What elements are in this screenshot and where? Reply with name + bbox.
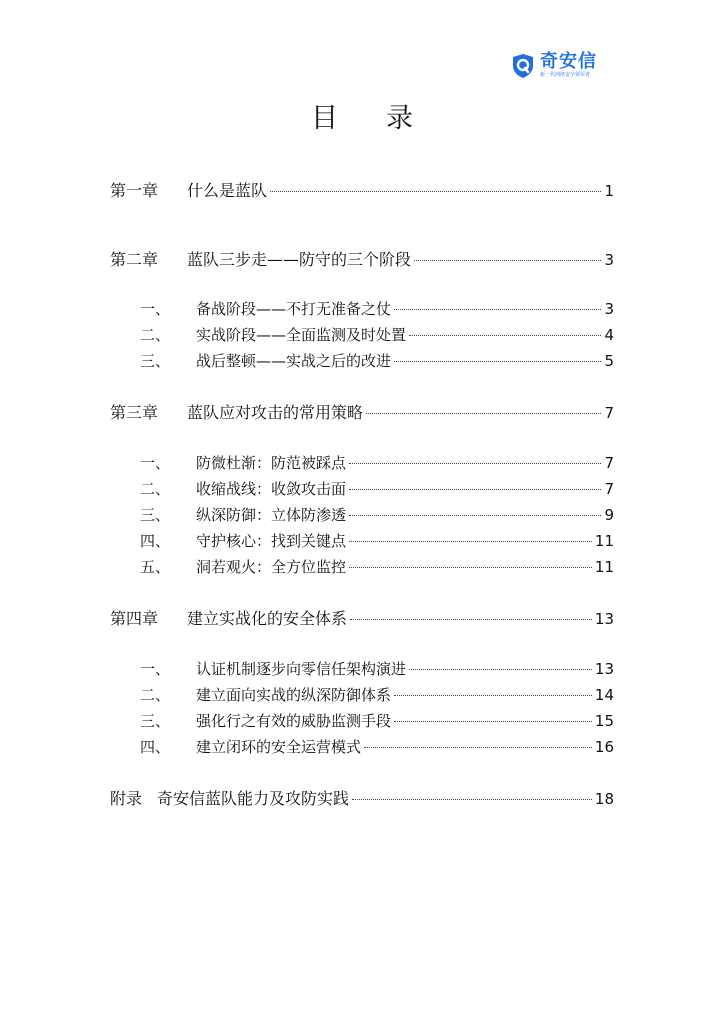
toc-entry[interactable]	[110, 400, 614, 422]
dot-leader	[394, 695, 592, 696]
toc-entry-page: 16	[594, 738, 614, 756]
toc-entry-number: 二、	[140, 326, 171, 344]
toc-entry-page: 5	[604, 352, 614, 370]
toc-entry-number: 第四章	[110, 609, 159, 628]
toc-entry-page: 13	[594, 610, 614, 628]
toc-entry-number: 二、	[140, 480, 171, 498]
toc-entry-title: 建立闭环的安全运营模式	[196, 738, 362, 756]
toc-entry[interactable]	[110, 786, 614, 808]
toc-entry-number: 三、	[140, 506, 171, 524]
toc-entry-number: 一、	[140, 300, 171, 318]
dot-leader	[366, 413, 601, 414]
logo-tagline: 新一代网络安全领军者	[540, 72, 591, 78]
dot-leader	[394, 309, 601, 310]
toc-entry-page: 1	[604, 182, 614, 200]
toc-entry-page: 11	[594, 532, 614, 550]
toc-entry-number: 一、	[140, 660, 171, 678]
dot-leader	[414, 260, 601, 261]
toc-entry-title: 洞若观火：全方位监控	[196, 558, 347, 576]
toc-entry-title: 认证机制逐步向零信任架构演进	[196, 660, 407, 678]
toc-entry[interactable]	[140, 736, 614, 758]
toc-entry[interactable]	[140, 452, 614, 474]
toc-entry-page: 11	[594, 558, 614, 576]
dot-leader	[349, 541, 592, 542]
dot-leader	[349, 515, 601, 516]
toc-entry-title: 奇安信蓝队能力及攻防实践	[157, 789, 350, 808]
toc-entry-page: 7	[604, 454, 614, 472]
dot-leader	[350, 619, 592, 620]
toc-entry[interactable]	[140, 478, 614, 500]
shield-q-icon	[512, 53, 534, 79]
toc-entry-page: 15	[594, 712, 614, 730]
toc-entry-title: 建立实战化的安全体系	[187, 609, 348, 628]
toc-entry-page: 3	[604, 300, 614, 318]
dot-leader	[349, 463, 601, 464]
toc-entry-page: 7	[604, 404, 614, 422]
toc-entry[interactable]	[140, 710, 614, 732]
page-title: 目录	[311, 103, 461, 134]
toc-entry-page: 14	[594, 686, 614, 704]
toc-entry-number: 五、	[140, 558, 171, 576]
dot-leader	[352, 799, 592, 800]
logo-name: 奇安信	[540, 51, 597, 72]
toc-entry-number: 三、	[140, 712, 171, 730]
toc-entry-page: 7	[604, 480, 614, 498]
toc-entry[interactable]	[140, 530, 614, 552]
toc-entry-title: 备战阶段——不打无准备之仗	[196, 300, 392, 318]
toc-entry[interactable]	[140, 324, 614, 346]
toc-entry[interactable]	[110, 178, 614, 200]
toc-entry-number: 第二章	[110, 250, 159, 269]
toc-entry[interactable]	[140, 504, 614, 526]
toc-entry-page: 18	[594, 790, 614, 808]
dot-leader	[409, 335, 601, 336]
toc-entry-title: 强化行之有效的威胁监测手段	[196, 712, 392, 730]
dot-leader	[394, 361, 601, 362]
toc-entry-number: 四、	[140, 532, 171, 550]
toc-entry-number: 一、	[140, 454, 171, 472]
toc-entry[interactable]	[140, 556, 614, 578]
toc-entry-title: 什么是蓝队	[187, 181, 268, 200]
toc-entry-title: 实战阶段——全面监测及时处置	[196, 326, 407, 344]
toc-entry-title: 纵深防御：立体防渗透	[196, 506, 347, 524]
dot-leader	[364, 747, 592, 748]
toc-entry[interactable]	[140, 350, 614, 372]
dot-leader	[409, 669, 592, 670]
toc-entry-title: 守护核心：找到关键点	[196, 532, 347, 550]
toc-entry-title: 防微杜渐：防范被踩点	[196, 454, 347, 472]
toc-entry-title: 收缩战线：收敛攻击面	[196, 480, 347, 498]
toc-entry[interactable]	[140, 298, 614, 320]
toc-entry-page: 13	[594, 660, 614, 678]
toc-entry-number: 附录	[110, 789, 143, 808]
toc-entry-title: 建立面向实战的纵深防御体系	[196, 686, 392, 704]
dot-leader	[270, 191, 601, 192]
toc-entry-title: 战后整顿——实战之后的改进	[196, 352, 392, 370]
dot-leader	[349, 567, 592, 568]
toc-entry[interactable]	[140, 684, 614, 706]
toc-entry-number: 三、	[140, 352, 171, 370]
toc-entry-number: 二、	[140, 686, 171, 704]
toc-entry[interactable]	[110, 606, 614, 628]
toc-entry-page: 3	[604, 251, 614, 269]
toc-entry-number: 第一章	[110, 181, 159, 200]
toc-entry-number: 四、	[140, 738, 171, 756]
toc-entry-page: 9	[604, 506, 614, 524]
dot-leader	[394, 721, 592, 722]
toc-entry-number: 第三章	[110, 403, 159, 422]
dot-leader	[349, 489, 601, 490]
brand-logo	[512, 52, 597, 79]
toc-entry[interactable]	[140, 658, 614, 680]
toc-entry[interactable]	[110, 247, 614, 269]
toc-entry-title: 蓝队三步走——防守的三个阶段	[187, 250, 412, 269]
toc-entry-page: 4	[604, 326, 614, 344]
toc-entry-title: 蓝队应对攻击的常用策略	[187, 403, 364, 422]
